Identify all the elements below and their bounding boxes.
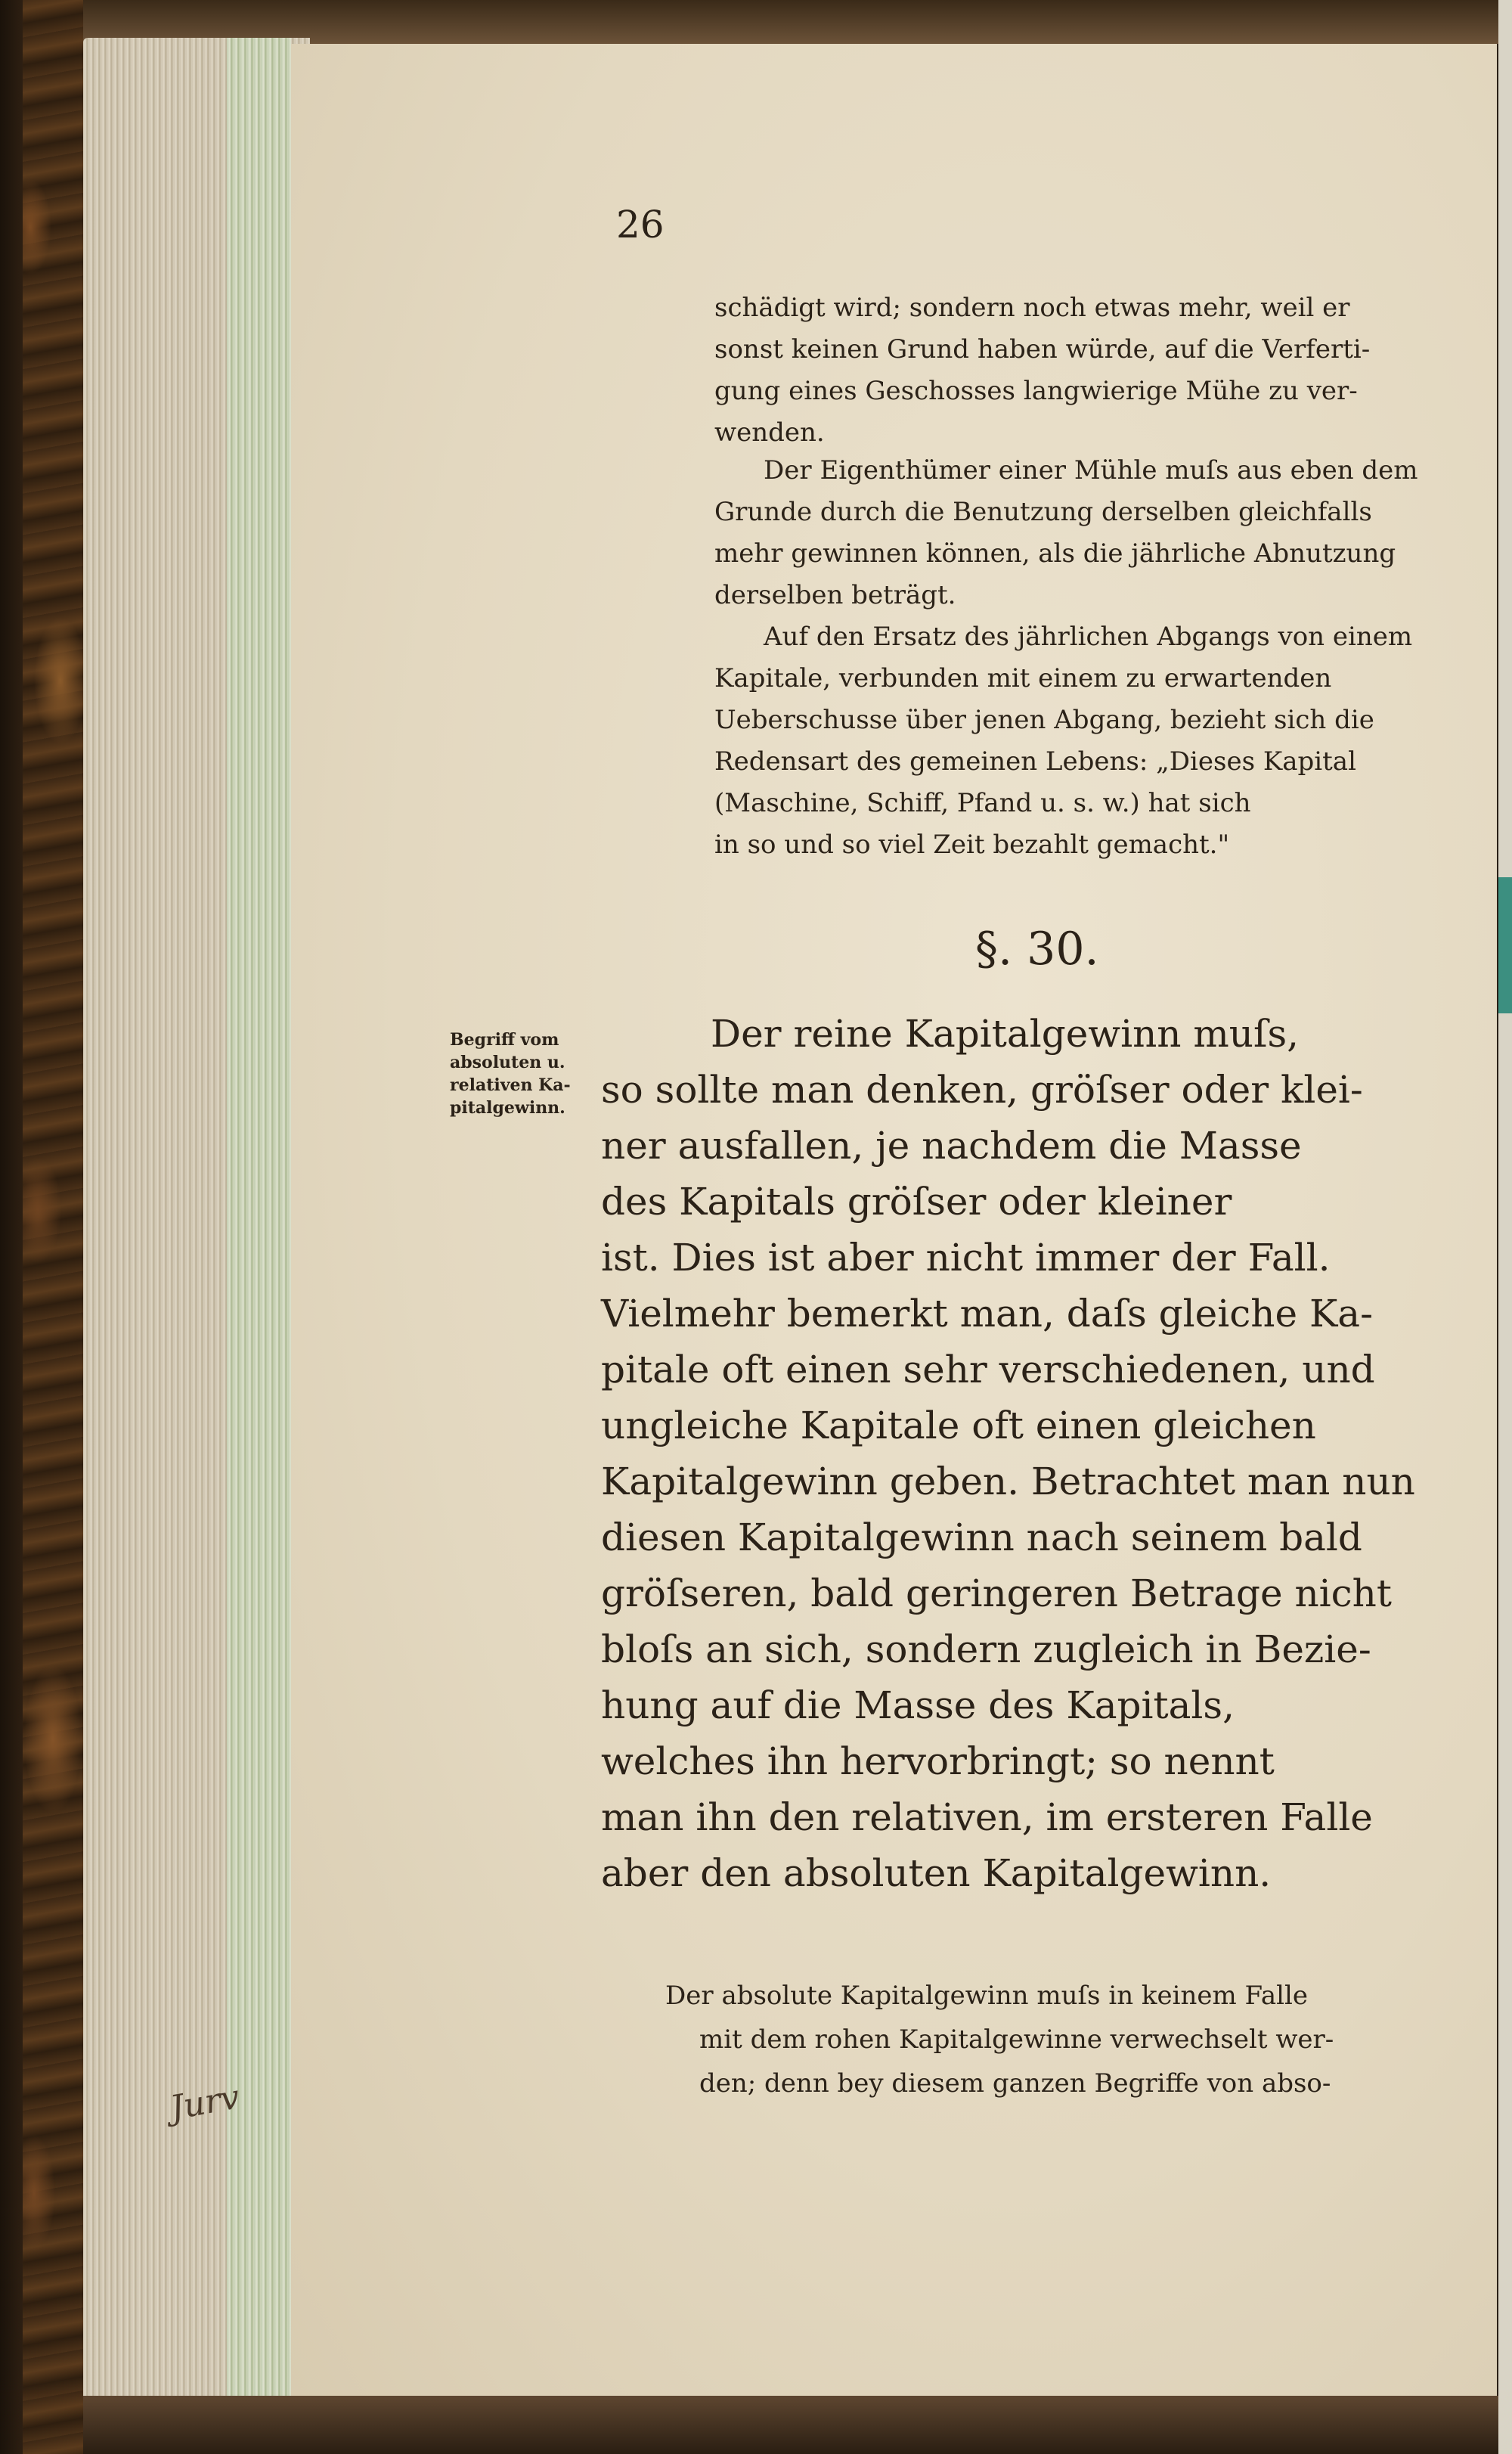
book-spine-shadow <box>0 0 23 2454</box>
text-line: Auf den Ersatz des jährlichen Abgangs von einem <box>764 622 1413 652</box>
section-body <box>601 1006 1415 1901</box>
text-line: in so und so viel Zeit bezahlt gemacht." <box>714 830 1230 860</box>
text-line: gröſseren, bald geringeren Betrage nicht <box>601 1571 1392 1615</box>
text-line: aber den absoluten Kapitalgewinn. <box>601 1851 1272 1895</box>
text-line: Kapitale, verbunden mit einem zu erwartenden <box>714 663 1332 693</box>
paragraph-ersatz <box>714 616 1412 866</box>
text-line: schädigt wird; sondern noch etwas mehr, weil er <box>714 293 1350 323</box>
text-line: relativen Ka- <box>450 1075 571 1095</box>
text-line: ist. Dies ist aber nicht immer der Fall. <box>601 1236 1331 1280</box>
text-line: diesen Kapitalgewinn nach seinem bald <box>601 1516 1362 1559</box>
page-stack-edges-tinted <box>227 38 291 2405</box>
text-line: Ueberschusse über jenen Abgang, bezieht sich die <box>714 705 1374 735</box>
text-line: Der Eigenthümer einer Mühle muſs aus eben dem <box>764 455 1418 486</box>
marginal-note <box>450 1028 571 1119</box>
text-line: bloſs an sich, sondern zugleich in Bezie- <box>601 1627 1371 1671</box>
paragraph-mill <box>714 450 1418 616</box>
text-line: wenden. <box>714 417 825 448</box>
text-line: mit dem rohen Kapitalgewinne verwechselt wer- <box>699 2024 1334 2055</box>
text-line: absoluten u. <box>450 1053 565 1072</box>
footnote <box>665 1974 1334 2105</box>
text-line: Redensart des gemeinen Lebens: „Dieses Kapital <box>714 746 1356 777</box>
text-line: pitale oft einen sehr verschiedenen, und <box>601 1348 1375 1391</box>
text-line: mehr gewinnen können, als die jährliche Abnutzung <box>714 538 1396 569</box>
text-line: des Kapitals gröſser oder kleiner <box>601 1180 1232 1224</box>
section-heading: §. 30. <box>975 923 1099 976</box>
text-line: Begriff vom <box>450 1030 559 1050</box>
text-line: hung auf die Masse des Kapitals, <box>601 1683 1235 1727</box>
text-line: (Maschine, Schiff, Pfand u. s. w.) hat sich <box>714 788 1251 818</box>
text-line: sonst keinen Grund haben würde, auf die Verferti- <box>714 334 1371 365</box>
text-line: Der absolute Kapitalgewinn muſs in keinem Falle <box>665 1981 1308 2011</box>
text-line: welches ihn hervorbringt; so nennt <box>601 1739 1275 1783</box>
text-line: Der reine Kapitalgewinn muſs, <box>711 1012 1300 1056</box>
text-line: den; denn bey diesem ganzen Begriffe von abso- <box>699 2068 1331 2099</box>
right-edge-strip <box>1498 0 1512 2454</box>
text-line: man ihn den relativen, im ersteren Falle <box>601 1795 1373 1839</box>
text-line: derselben beträgt. <box>714 580 956 610</box>
handwritten-annotation: Jurv <box>167 2077 243 2128</box>
text-line: pitalgewinn. <box>450 1098 565 1118</box>
green-bookmark-tab <box>1498 877 1512 1013</box>
page-bottom-shadow <box>83 2396 1512 2454</box>
text-line: Grunde durch die Benutzung derselben gleichfalls <box>714 497 1372 527</box>
text-line: Kapitalgewinn geben. Betrachtet man nun <box>601 1460 1415 1503</box>
text-line: Vielmehr bemerkt man, daſs gleiche Ka- <box>601 1292 1373 1336</box>
text-line: ungleiche Kapitale oft einen gleichen <box>601 1404 1316 1447</box>
paragraph-continuation <box>714 287 1370 454</box>
page-number: 26 <box>616 203 665 247</box>
text-line: so sollte man denken, gröſser oder klei- <box>601 1068 1363 1112</box>
text-line: gung eines Geschosses langwierige Mühe zu ver- <box>714 376 1358 406</box>
text-line: ner ausfallen, je nachdem die Masse <box>601 1124 1302 1168</box>
